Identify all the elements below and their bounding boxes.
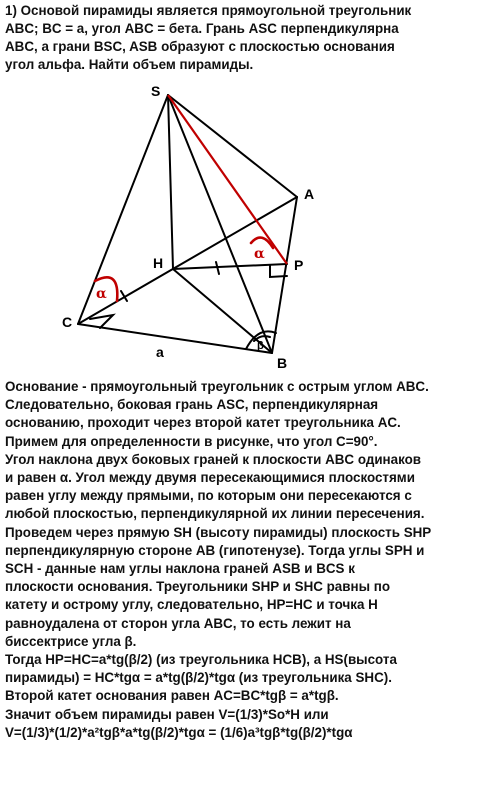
solution-line: основанию, проходит через второй катет треугольника AC. [5, 415, 401, 431]
edge-SB [168, 95, 272, 353]
vertex-label-p: P [294, 257, 304, 273]
side-label-a: a [156, 344, 164, 360]
edge-SH [168, 95, 173, 269]
problem-line: ABC; BC = a, угол ABC = бета. Грань ASC перпендикулярна [5, 21, 399, 36]
solution-line: Основание - прямоугольный треугольник с острым углом ABC. [5, 379, 429, 394]
vertex-label-h: H [153, 255, 164, 271]
solution-line: SCH - данные нам углы наклона граней ASB и BCS к [5, 561, 355, 577]
vertex-label-b: B [277, 355, 288, 371]
solution-line: Проведем через прямую SH (высоту пирамиды) плоскость SHP [5, 524, 432, 540]
height-line-SP [168, 95, 287, 264]
angle-label-alpha-left: α [96, 286, 107, 302]
solution-line: равноудалена от сторон угла ABC, то есть лежит на [5, 615, 351, 631]
solution-line: плоскости основания. Треугольники SHP и SHC равны по [5, 579, 390, 595]
solution-line: биссектрисе угла β. [5, 633, 137, 649]
vertex-label-s: S [151, 83, 161, 99]
solution-line: V=(1/3)*(1/2)*a²tgβ*a*tg(β/2)*tgα = (1/6)a³tgβ*tg(β/2)*tgα [5, 724, 353, 740]
edge-SC [78, 95, 168, 324]
edge-SA [168, 95, 297, 197]
angle-label-alpha-right: α [254, 246, 265, 262]
solution-line: Примем для определенности в рисунке, что угол C=90°. [5, 433, 378, 449]
vertex-label-a: A [304, 186, 315, 202]
problem-line: 1) Основой пирамиды является прямоугольной треугольник [5, 3, 412, 18]
angle-label-beta: β [257, 340, 264, 352]
solution-line: равен углу между прямыми, по которым они пересекаются с [5, 488, 412, 504]
solution-line: и равен α. Угол между двумя пересекающимися плоскостями [5, 470, 415, 486]
solution-line: перпендикулярную стороне AB (гипотенузе). Тогда углы SPH и [5, 542, 425, 558]
vertex-label-c: C [62, 314, 73, 330]
solution-line: любой плоскостью, перпендикулярной их линии пересечения. [5, 506, 425, 522]
problem-line: ABC, а грани BSC, ASB образуют с плоскостью основания [5, 39, 395, 54]
solution-line: катету и острому углу, следовательно, HP=HC и точка H [5, 597, 378, 613]
solution-line: Тогда HP=HC=a*tg(β/2) (из треугольника HCB), а HS(высота [5, 652, 397, 668]
solution-line: пирамиды) = HC*tgα = a*tg(β/2)*tgα (из треугольника SHC). [5, 670, 392, 686]
pyramid-diagram [0, 78, 494, 378]
problem-statement [5, 2, 491, 74]
solution-line: Следовательно, боковая грань ASC, перпендикулярная [5, 397, 379, 413]
solution-text [5, 378, 494, 742]
solution-line: Второй катет основания равен AC=BC*tgβ = a*tgβ. [5, 688, 339, 704]
edge-AB [272, 197, 297, 353]
solution-line: Значит объем пирамиды равен V=(1/3)*So*H или [5, 706, 329, 722]
problem-line: угол альфа. Найти объем пирамиды. [5, 57, 254, 72]
solution-line: Угол наклона двух боковых граней к плоскости ABC одинаков [5, 451, 422, 467]
